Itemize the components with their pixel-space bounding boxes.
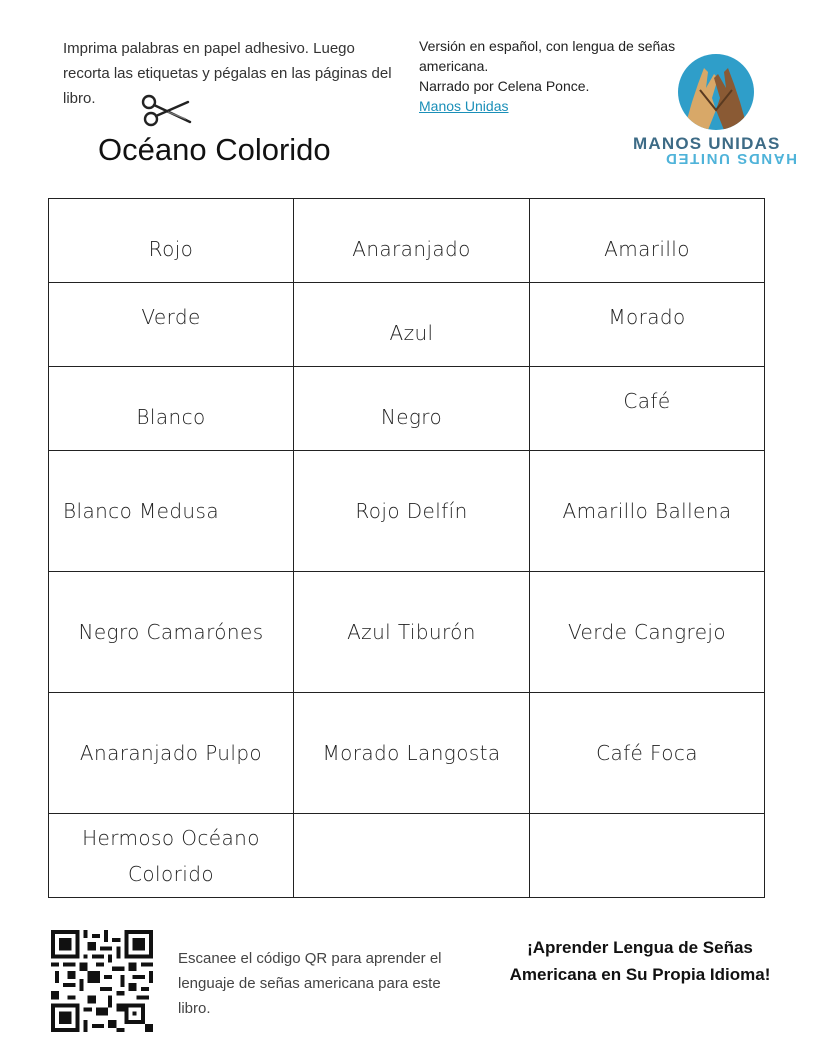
table-row <box>49 367 765 451</box>
table-row <box>49 572 765 693</box>
label-cell: Negro Camarónes <box>49 572 294 693</box>
label-cell: Amarillo <box>530 199 765 283</box>
credit-version: Versión en español, con lengua de señas americana. <box>419 38 676 74</box>
label-cell: Azul Tiburón <box>294 572 530 693</box>
scissors-icon <box>140 92 192 128</box>
page-title: Océano Colorido <box>98 132 331 167</box>
label-cell: Hermoso Océano Colorido <box>49 814 294 898</box>
table-row <box>49 814 765 898</box>
label-cell: Amarillo Ballena <box>530 451 765 572</box>
table-row <box>49 451 765 572</box>
manos-unidas-logo <box>630 54 798 170</box>
label-cell: Blanco <box>49 367 294 451</box>
label-cell: Café <box>530 367 765 451</box>
label-cell-empty <box>530 814 765 898</box>
table-row <box>49 283 765 367</box>
qr-code-icon[interactable] <box>51 930 153 1032</box>
label-cell: Café Foca <box>530 693 765 814</box>
credit-narrator: Narrado por Celena Ponce. <box>419 78 590 94</box>
tagline: ¡Aprender Lengua de Señas Americana en Su Propia Idioma! <box>509 938 771 984</box>
table-row <box>49 199 765 283</box>
label-cell: Blanco Medusa <box>49 451 294 572</box>
label-cell: Morado <box>530 283 765 367</box>
label-cell: Verde Cangrejo <box>530 572 765 693</box>
table-row <box>49 693 765 814</box>
label-cell: Anaranjado Pulpo <box>49 693 294 814</box>
label-cell: Verde <box>49 283 294 367</box>
hands-logo-icon <box>678 54 754 130</box>
label-cell: Anaranjado <box>294 199 530 283</box>
label-cell-empty <box>294 814 530 898</box>
label-cell: Negro <box>294 367 530 451</box>
manos-unidas-link[interactable]: Manos Unidas <box>419 98 509 114</box>
label-cell: Azul <box>294 283 530 367</box>
instructions-text: Imprima palabras en papel adhesivo. Luego recorta las etiquetas y pégalas en las páginas del libro. <box>63 40 392 107</box>
label-cell: Rojo Delfín <box>294 451 530 572</box>
logo-name-mirrored: HANDS UNITED <box>664 150 797 167</box>
qr-instructions: Escanee el código QR para aprender el lenguaje de señas americana para este libro. <box>178 950 442 1017</box>
label-cell: Morado Langosta <box>294 693 530 814</box>
sticker-label-table <box>48 198 765 898</box>
label-cell: Rojo <box>49 199 294 283</box>
logo-name: MANOS UNIDAS <box>633 134 781 153</box>
